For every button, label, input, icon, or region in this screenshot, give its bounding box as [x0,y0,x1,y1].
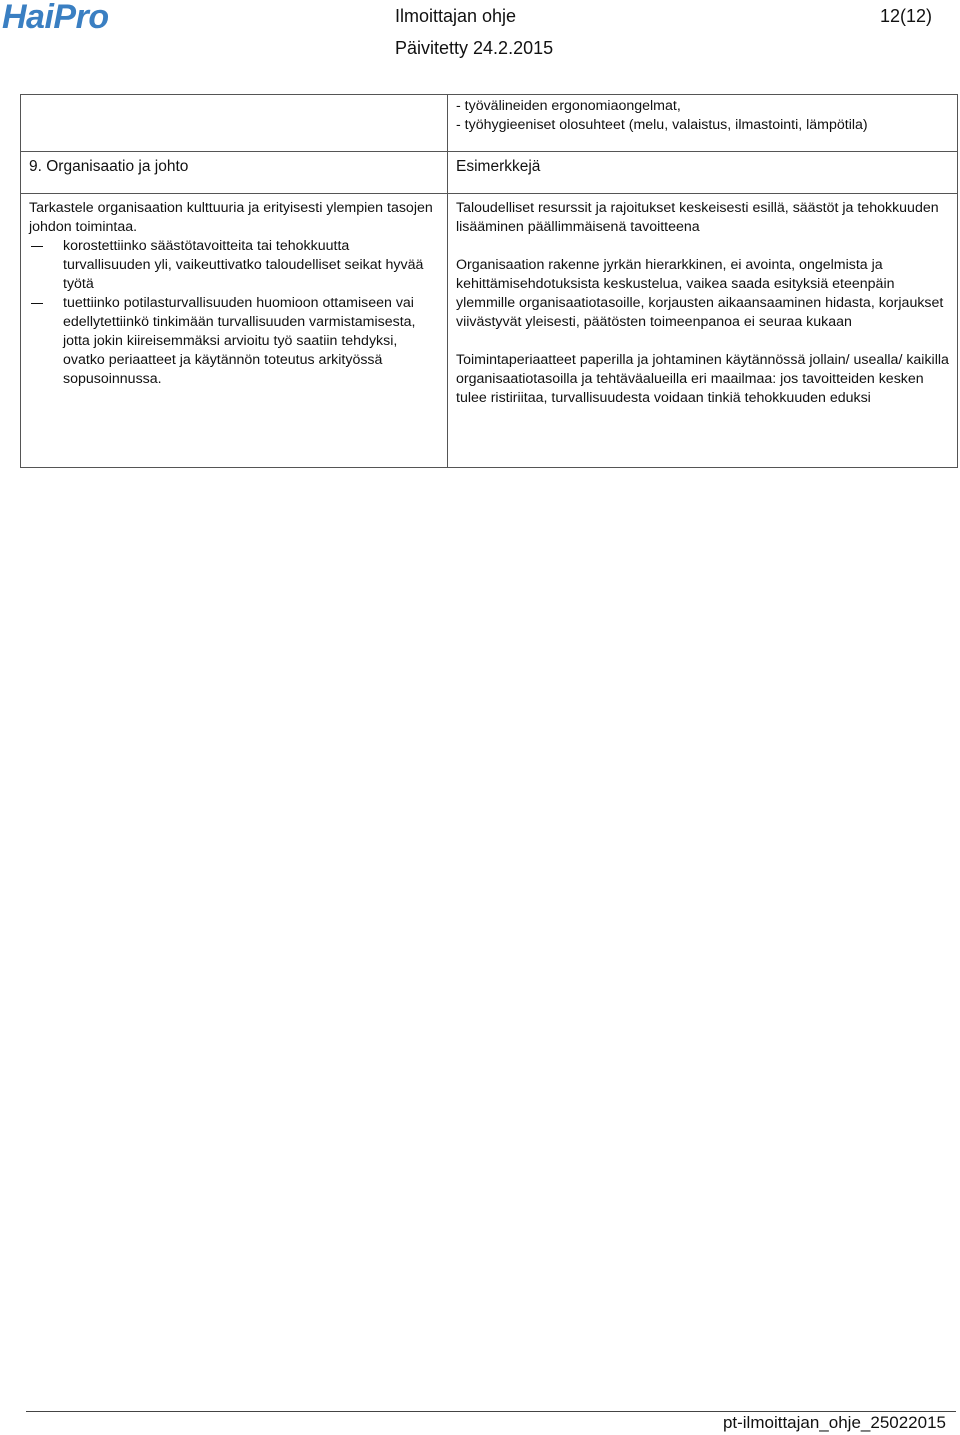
footer-doc-id: pt-ilmoittajan_ohje_25022015 [722,1413,946,1432]
example-paragraph: Toimintaperiaatteet paperilla ja johtaminen käytännössä jollain/ usealla/ kaikilla organisaatiotasoilla ja tehtäväalueilla eri maailmaa: jos tavoitteiden kesken tulee ristiriitaa, turvallisuudesta voidaan tinkiä tehokkuuden eduksi [456,352,949,406]
guide-table [20,94,958,468]
document-title: Ilmoittajan ohje [395,6,517,26]
footer-divider [26,1411,956,1412]
list-item-text: korostettiinko säästötavoitteita tai tehokkuutta turvallisuuden yli, vaikeuttivatko taloudelliset seikat hyvää työtä [63,238,424,292]
hazard-list-cell [448,95,958,152]
section-title: 9. Organisaatio ja johto [21,152,448,194]
example-paragraph: Organisaation rakenne jyrkän hierarkkinen, ei avointa, ongelmista ja kehittämisehdotuksista keskustelua, vaikea saada esityksiä eteenpäin ylemmille organisaatiotasoille, korjausten aikaansaaminen hidasta, korjaukset viivästyvät yleisesti, päätösten toimeenpanoa ei seuraa kukaan [456,257,944,330]
intro-text: Tarkastele organisaation kulttuuria ja erityisesti ylempien tasojen johdon toimintaa. [29,200,433,235]
table-row [21,152,958,194]
list-item-text: tuettiinko potilasturvallisuuden huomioon ottamiseen vai edellytettiinkö tinkimään turvallisuuden varmistamisesta, jotta jokin kiireisemmäksi arvioitu työ saatiin tehdyksi, ovatko periaatteet ja käytännön toteutus arkityössä sopusoinnussa. [63,295,416,387]
haipro-logo: HaiPro [2,0,109,36]
table-row [21,95,958,152]
examples-cell [448,194,958,468]
examples-title: Esimerkkejä [448,152,958,194]
hazard-line: - työhygieeniset olosuhteet (melu, valaistus, ilmastointi, lämpötila) [456,117,868,133]
hazard-line: - työvälineiden ergonomiaongelmat, [456,98,681,114]
page-number: 12(12) [880,6,933,26]
instructions-cell [21,194,448,468]
dash-bullet-icon [31,303,43,304]
example-paragraph: Taloudelliset resurssit ja rajoitukset keskeisesti esillä, säästöt ja tehokkuuden lisääminen päällimmäisenä tavoitteena [456,200,939,235]
dash-bullet-icon [31,246,43,247]
list-item [29,237,439,294]
empty-cell [21,95,448,152]
question-list [29,237,439,389]
updated-date: Päivitetty 24.2.2015 [395,38,554,58]
table-row [21,194,958,468]
list-item [29,294,439,389]
